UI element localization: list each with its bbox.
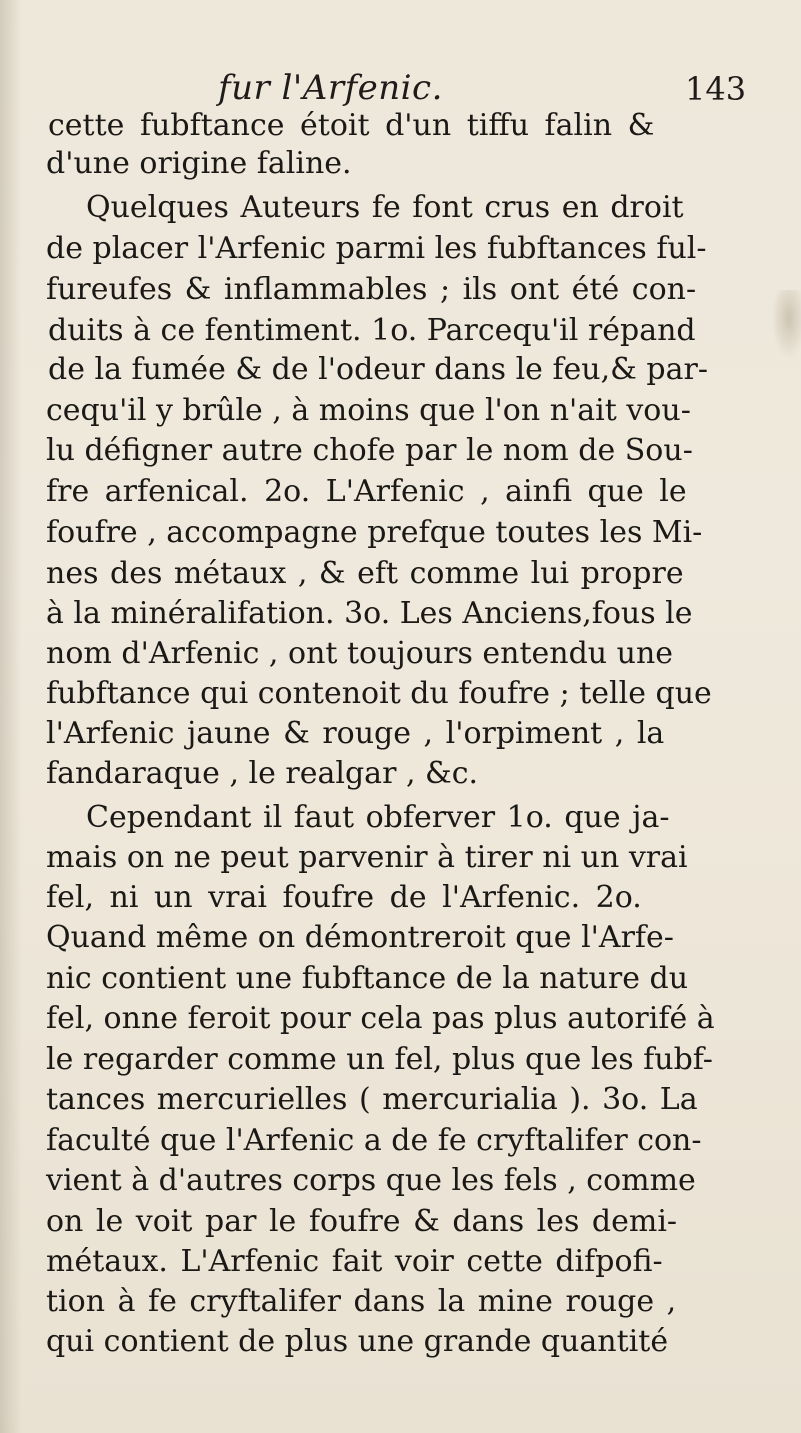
text-line: de placer l'Arfenic parmi les fubftances ful- xyxy=(46,231,707,266)
text-line: qui contient de plus une grande quantité xyxy=(46,1324,669,1359)
text-line: tances mercurielles ( mercurialia ). 3o. La xyxy=(46,1082,698,1117)
text-line: Cependant il faut obferver 1o. que ja- xyxy=(86,800,670,835)
text-line: fel, onne feroit pour cela pas plus autorifé à xyxy=(46,1001,715,1036)
text-line: faculté que l'Arfenic a de fe cryftalifer con- xyxy=(46,1123,702,1158)
text-line: cequ'il y brûle , à moins que l'on n'ait vou- xyxy=(46,393,691,428)
running-head xyxy=(0,68,801,112)
text-line: fubftance qui contenoit du foufre ; telle que xyxy=(46,676,712,711)
text-line: lu défigner autre chofe par le nom de Sou- xyxy=(46,433,693,468)
running-title: fur l'Arfenic. xyxy=(218,68,443,108)
text-line: nic contient une fubftance de la nature du xyxy=(46,961,689,996)
text-line: d'une origine faline. xyxy=(46,146,352,181)
text-line: nom d'Arfenic , ont toujours entendu une xyxy=(46,636,674,671)
text-line: l'Arfenic jaune & rouge , l'orpiment , la xyxy=(46,716,665,751)
text-line: vient à d'autres corps que les fels , comme xyxy=(46,1163,696,1198)
text-line: tion à fe cryftalifer dans la mine rouge , xyxy=(46,1284,677,1319)
text-line: métaux. L'Arfenic fait voir cette difpofi- xyxy=(46,1244,663,1279)
text-line: de la fumée & de l'odeur dans le feu,& par- xyxy=(48,352,708,387)
page-gutter-shadow xyxy=(0,0,22,1433)
paper-stain xyxy=(771,290,801,360)
page-number: 143 xyxy=(685,70,747,108)
text-line: fandaraque , le realgar , &c. xyxy=(46,756,479,791)
text-line: duits à ce fentiment. 1o. Parcequ'il répand xyxy=(48,313,696,348)
text-line: fureufes & inflammables ; ils ont été con- xyxy=(46,272,697,307)
text-line: fre arfenical. 2o. L'Arfenic , ainfi que le xyxy=(46,474,687,509)
text-line: on le voit par le foufre & dans les demi- xyxy=(46,1204,678,1239)
text-line: cette fubftance étoit d'un tiffu falin & xyxy=(48,108,655,143)
text-line: le regarder comme un fel, plus que les fubf- xyxy=(46,1042,713,1077)
text-line: Quand même on démontreroit que l'Arfe- xyxy=(46,920,674,955)
text-line: à la minéralifation. 3o. Les Anciens,fous le xyxy=(46,596,693,631)
text-line: mais on ne peut parvenir à tirer ni un vrai xyxy=(46,840,688,875)
text-line: foufre , accompagne prefque toutes les Mi- xyxy=(46,515,703,550)
text-line: nes des métaux , & eft comme lui propre xyxy=(46,556,684,591)
text-line: Quelques Auteurs fe font crus en droit xyxy=(86,190,684,225)
text-line: fel, ni un vrai foufre de l'Arfenic. 2o. xyxy=(46,880,642,915)
